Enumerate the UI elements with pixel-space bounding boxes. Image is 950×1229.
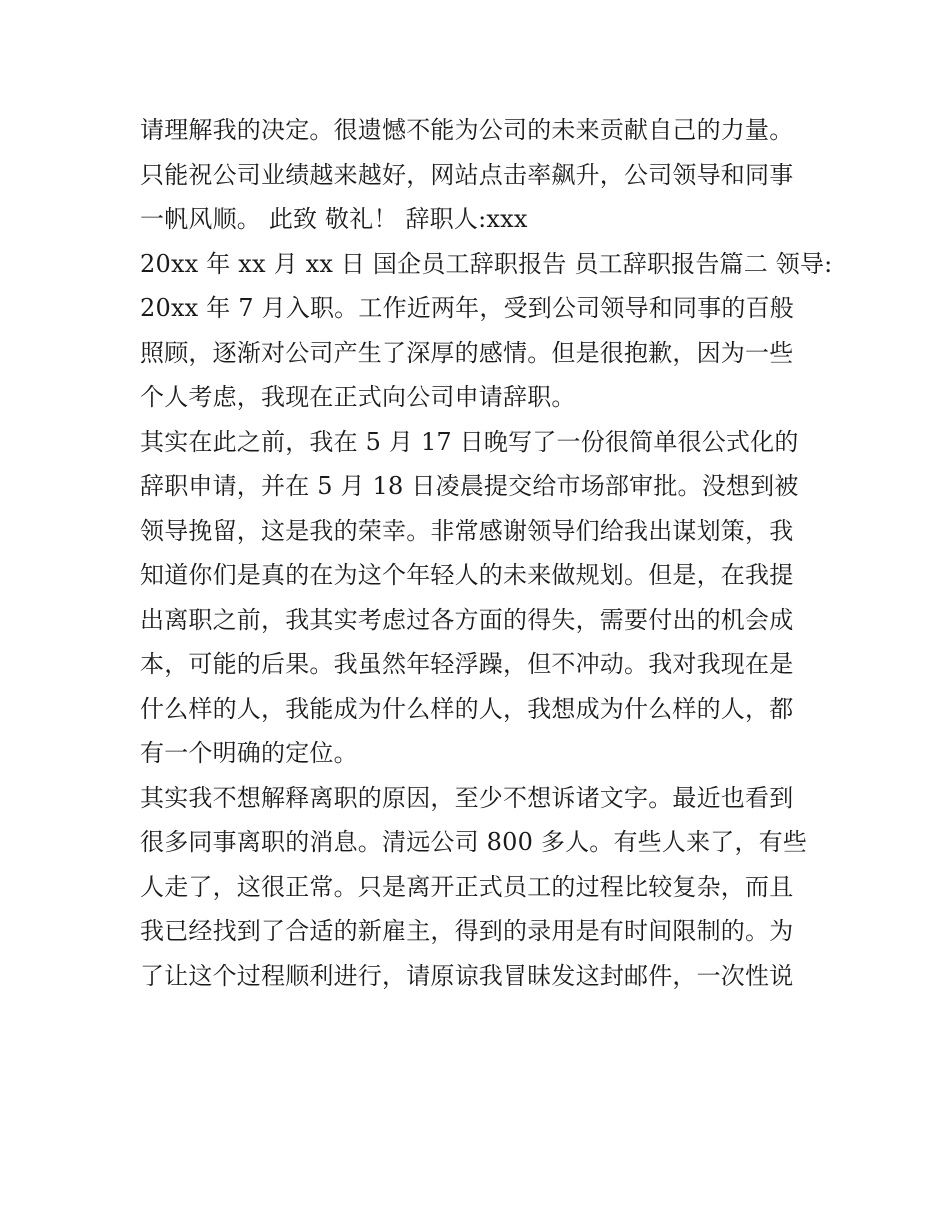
text-line: 人走了，这很正常。只是离开正式员工的过程比较复杂，而且 (140, 872, 794, 901)
text-line: 20xx 年 xx 月 xx 日 国企员工辞职报告 员工辞职报告篇二 领导: (140, 249, 833, 278)
text-line: 一帆风顺。 此致 敬礼！ 辞职人:xxx (140, 205, 528, 233)
text-line: 领导挽留，这是我的荣幸。非常感谢领导们给我出谋划策，我 (140, 516, 794, 545)
text-line: 只能祝公司业绩越来越好，网站点击率飙升，公司领导和同事 (140, 160, 794, 189)
text-line: 20xx 年 7 月入职。工作近两年，受到公司领导和同事的百般 (140, 294, 794, 322)
text-line: 出离职之前，我其实考虑过各方面的得失，需要付出的机会成 (140, 605, 794, 634)
text-line: 请理解我的决定。很遗憾不能为公司的未来贡献自己的力量。 (140, 116, 794, 144)
text-line: 知道你们是真的在为这个年轻人的未来做规划。但是，在我提 (140, 561, 794, 589)
text-line: 了让这个过程顺利进行，请原谅我冒昧发这封邮件，一次性说 (140, 961, 794, 990)
text-line: 有一个明确的定位。 (140, 739, 358, 767)
document-body (140, 108, 833, 998)
text-line: 其实在此之前，我在 5 月 17 日晚写了一份很简单很公式化的 (140, 427, 799, 456)
text-line: 什么样的人，我能成为什么样的人，我想成为什么样的人，都 (140, 694, 794, 723)
text-line: 其实我不想解释离职的原因，至少不想诉诸文字。最近也看到 (140, 783, 794, 812)
text-line: 本，可能的后果。我虽然年轻浮躁，但不冲动。我对我现在是 (140, 650, 794, 678)
text-line: 个人考虑，我现在正式向公司申请辞职。 (140, 383, 576, 411)
text-line: 照顾，逐渐对公司产生了深厚的感情。但是很抱歉，因为一些 (140, 338, 794, 367)
text-line: 辞职申请，并在 5 月 18 日凌晨提交给市场部审批。没想到被 (140, 472, 799, 500)
text-line: 我已经找到了合适的新雇主，得到的录用是有时间限制的。为 (140, 917, 794, 945)
text-line: 很多同事离职的消息。清远公司 800 多人。有些人来了，有些 (140, 828, 808, 856)
